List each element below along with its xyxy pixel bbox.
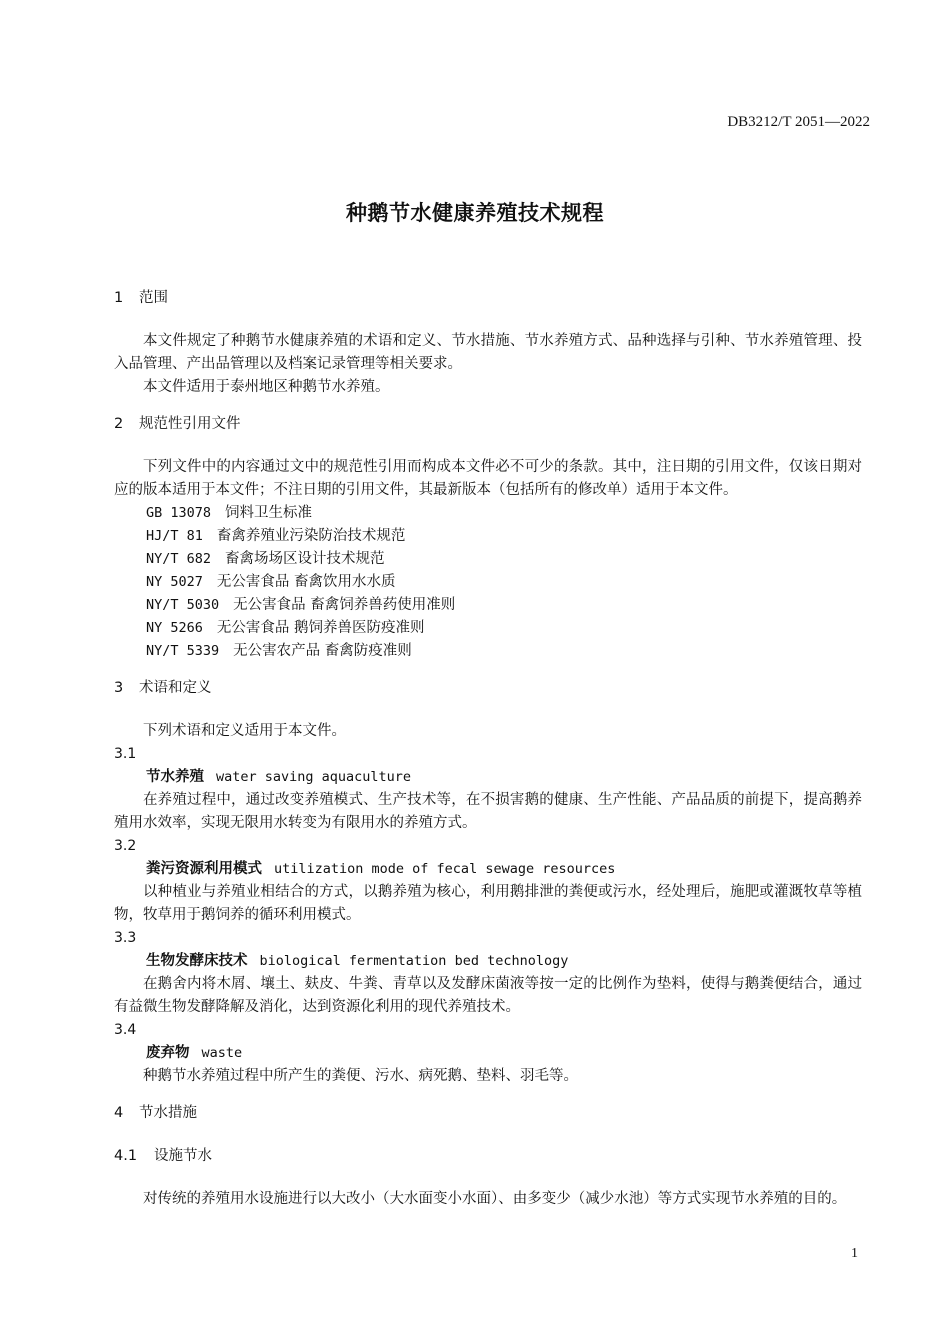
reference-code: NY 5266 [146,620,203,636]
reference-name: 无公害农产品 畜禽防疫准则 [233,643,412,659]
reference-name: 无公害食品 鹅饲养兽医防疫准则 [216,620,425,636]
section-number: 4 [114,1105,124,1121]
term-name [146,950,862,973]
paragraph: 本文件适用于泰州地区种鹅节水养殖。 [143,379,390,395]
reference-name: 饲料卫生标准 [225,505,313,521]
term-name-en: water saving aquaculture [216,769,412,785]
paragraph: 对传统的养殖用水设施进行以大改小（大水面变小水面）、由多变少（减少水池）等方式实现节水养殖的目的。 [143,1191,847,1207]
section-heading [114,677,862,700]
document-code: DB3212/T 2051—2022 [727,114,870,130]
term-name-zh: 粪污资源利用模式 [146,861,262,877]
term-definition: 在养殖过程中，通过改变养殖模式、生产技术等，在不损害鹅的健康、生产性能、产品品质的前提下，提高鹅养殖用水效率，实现无限用水转变为有限用水的养殖方式。 [114,792,862,831]
term-name [146,1042,862,1065]
subsection-title: 设施节水 [154,1148,212,1164]
reference-code: NY/T 5339 [146,643,220,659]
reference-item [146,571,862,594]
reference-item [146,617,862,640]
term-definition: 在鹅舍内将木屑、壤土、麸皮、牛粪、青草以及发酵床菌液等按一定的比例作为垫料，使得与鹅粪便结合，通过有益微生物发酵降解及消化，达到资源化利用的现代养殖技术。 [114,976,862,1015]
term-definition: 种鹅节水养殖过程中所产生的粪便、污水、病死鹅、垫料、羽毛等。 [143,1068,578,1084]
section-number: 2 [114,416,124,432]
term-name-zh: 生物发酵床技术 [146,953,248,969]
reference-item [146,640,862,663]
section-title: 范围 [139,290,168,306]
term-name [146,766,862,789]
reference-name: 无公害食品 畜禽饲养兽药使用准则 [233,597,456,613]
term-name-en: biological fermentation bed technology [259,953,569,969]
term-number: 3.1 [114,746,137,762]
section-number: 1 [114,290,124,306]
reference-item [146,548,862,571]
reference-code: NY/T 5030 [146,597,220,613]
term-number: 3.4 [114,1022,137,1038]
reference-item [146,594,862,617]
document-body [114,287,862,1211]
reference-name: 畜禽养殖业污染防治技术规范 [216,528,406,544]
reference-item [146,525,862,548]
paragraph: 下列文件中的内容通过文中的规范性引用而构成本文件必不可少的条款。其中，注日期的引用文件，仅该日期对应的版本适用于本文件；不注日期的引用文件，其最新版本（包括所有的修改单）适用于本文件。 [114,459,862,498]
term-name-zh: 节水养殖 [146,769,204,785]
reference-code: GB 13078 [146,505,212,521]
section-title: 术语和定义 [139,680,212,696]
term-name-zh: 废弃物 [146,1045,190,1061]
term-definition: 以种植业与养殖业相结合的方式，以鹅养殖为核心，利用鹅排泄的粪便或污水，经处理后，施肥或灌溉牧草等植物，牧草用于鹅饲养的循环利用模式。 [114,884,862,923]
section-title: 规范性引用文件 [139,416,241,432]
reference-code: NY/T 682 [146,551,212,567]
term-name [146,858,862,881]
paragraph: 下列术语和定义适用于本文件。 [143,723,346,739]
document-title: 种鹅节水健康养殖技术规程 [346,201,604,225]
term-number: 3.3 [114,930,137,946]
reference-code: NY 5027 [146,574,203,590]
section-heading [114,413,862,436]
section-heading [114,287,862,310]
term-name-en: waste [201,1045,243,1061]
reference-name: 无公害食品 畜禽饮用水水质 [216,574,396,590]
reference-name: 畜禽场场区设计技术规范 [225,551,385,567]
section-heading [114,1102,862,1125]
subsection-number: 4.1 [114,1148,138,1164]
term-name-en: utilization mode of fecal sewage resources [274,861,616,877]
paragraph: 本文件规定了种鹅节水健康养殖的术语和定义、节水措施、节水养殖方式、品种选择与引种、节水养殖管理、投入品管理、产出品管理以及档案记录管理等相关要求。 [114,333,862,372]
term-number: 3.2 [114,838,137,854]
section-title: 节水措施 [139,1105,197,1121]
page-number: 1 [851,1246,858,1261]
reference-item [146,502,862,525]
reference-code: HJ/T 81 [146,528,203,544]
subsection-heading [114,1145,862,1168]
section-number: 3 [114,680,124,696]
